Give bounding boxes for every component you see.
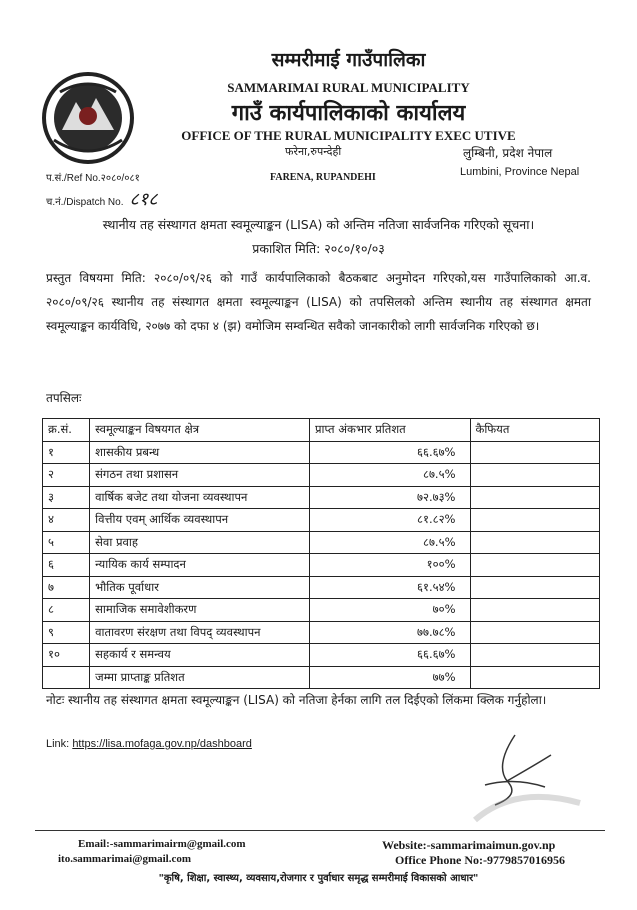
row-sn: ५ — [43, 531, 90, 554]
table-row — [43, 621, 600, 644]
row-sn: ७ — [43, 576, 90, 599]
col-header-sn: क्र.सं. — [43, 419, 90, 442]
row-percent: ६६.६७% — [309, 644, 470, 667]
footer-divider — [35, 830, 605, 831]
row-remarks — [470, 599, 600, 622]
dispatch-number — [46, 187, 158, 211]
row-area: वातावरण संरक्षण तथा विपद् व्यवस्थापन — [90, 621, 310, 644]
note-text: नोटः स्थानीय तह संस्थागत क्षमता स्वमूल्याङ्कन (LISA) को नतिजा हेर्नका लागि तल दिईएको लिंकमा क्लिक गर्नुहोला। — [46, 693, 547, 707]
address-nepali: फरेना,रुपन्देही — [285, 145, 342, 158]
col-header-percent: प्राप्त अंकभार प्रतिशत — [309, 419, 470, 442]
row-sn: १० — [43, 644, 90, 667]
row-area: भौतिक पूर्वाधार — [90, 576, 310, 599]
row-percent: ८७.५% — [309, 464, 470, 487]
col-header-remarks: कैफियत — [470, 419, 600, 442]
total-remarks — [470, 666, 600, 689]
row-sn: ८ — [43, 599, 90, 622]
footer-slogan: "कृषि, शिक्षा, स्वास्थ्य, व्यवसाय,रोजगार र पुर्वाधार समृद्ध सम्मरीमाई विकासको आधार" — [158, 873, 479, 884]
row-remarks — [470, 576, 600, 599]
office-name-english: OFFICE OF THE RURAL MUNICIPALITY EXEC UTIVE — [181, 128, 516, 143]
row-sn: २ — [43, 464, 90, 487]
row-area: न्यायिक कार्य सम्पादन — [90, 554, 310, 577]
province-english: Lumbini, Province Nepal — [460, 166, 580, 178]
table-row — [43, 644, 600, 667]
row-percent: ८१.८२% — [309, 509, 470, 532]
org-name-english: SAMMARIMAI RURAL MUNICIPALITY — [227, 80, 470, 95]
row-area: वित्तीय एवम् आर्थिक व्यवस्थापन — [90, 509, 310, 532]
row-remarks — [470, 621, 600, 644]
office-name-nepali: गाउँ कार्यपालिकाको कार्यालय — [231, 101, 466, 126]
row-percent: ७०% — [309, 599, 470, 622]
row-remarks — [470, 486, 600, 509]
row-area: संगठन तथा प्रशासन — [90, 464, 310, 487]
total-label: जम्मा प्राप्ताङ्क प्रतिशत — [90, 666, 310, 689]
row-area: सहकार्य र समन्वय — [90, 644, 310, 667]
table-row — [43, 509, 600, 532]
row-percent: ७७.७८% — [309, 621, 470, 644]
reference-number: प.सं./Ref No.२०८०/०८१ — [46, 173, 140, 184]
row-percent: १००% — [309, 554, 470, 577]
table-total-row — [43, 666, 600, 689]
total-sn — [43, 666, 90, 689]
notice-title: स्थानीय तह संस्थागत क्षमता स्वमूल्याङ्कन (LISA) को अन्तिम नतिजा सार्वजनिक गरिएको सूचना। — [102, 217, 535, 232]
row-remarks — [470, 464, 600, 487]
dashboard-link[interactable]: https://lisa.mofaga.gov.np/dashboard — [72, 738, 252, 750]
published-date: प्रकाशित मिति: २०८०/१०/०३ — [252, 241, 385, 256]
footer-website: Website:-sammarimaimun.gov.np — [382, 838, 556, 852]
row-sn: ६ — [43, 554, 90, 577]
address-english: FARENA, RUPANDEHI — [270, 172, 376, 183]
footer-phone: Office Phone No:-9779857016956 — [395, 853, 565, 867]
table-row — [43, 576, 600, 599]
signature-stamp — [455, 725, 585, 825]
row-sn: १ — [43, 441, 90, 464]
dispatch-label: च.नं./Dispatch No. — [46, 197, 124, 208]
row-remarks — [470, 531, 600, 554]
details-label: तपसिलः — [46, 391, 82, 405]
org-name-nepali: सम्मरीमाई गाउँपालिका — [271, 49, 426, 71]
link-label: Link: — [46, 738, 70, 750]
total-percent: ७७% — [309, 666, 470, 689]
row-sn: ३ — [43, 486, 90, 509]
row-percent: ८७.५% — [309, 531, 470, 554]
row-remarks — [470, 644, 600, 667]
row-remarks — [470, 554, 600, 577]
row-percent: ६१.५४% — [309, 576, 470, 599]
table-row — [43, 486, 600, 509]
province-nepali: लुम्बिनी, प्रदेश नेपाल — [463, 146, 553, 160]
row-percent: ७२.७३% — [309, 486, 470, 509]
row-remarks — [470, 509, 600, 532]
table-header-row — [43, 419, 600, 442]
link-line — [46, 738, 252, 750]
table-row — [43, 464, 600, 487]
row-sn: ४ — [43, 509, 90, 532]
table-row — [43, 441, 600, 464]
row-area: शासकीय प्रबन्ध — [90, 441, 310, 464]
col-header-area: स्वमूल्याङ्कन विषयगत क्षेत्र — [90, 419, 310, 442]
row-sn: ९ — [43, 621, 90, 644]
footer-email-secondary: ito.sammarimai@gmail.com — [58, 853, 192, 865]
table-row — [43, 554, 600, 577]
notice-paragraph: प्रस्तुत विषयमा मिति: २०८०/०९/२६ को गाउँ कार्यपालिकाको बैठकबाट अनुमोदन गरिएको,यस गाउँपालिकाको आ.व. २०८०/०९/२६ स्थानीय तह संस्थागत क्षमता स्वमूल्याङ्कन (LISA) को तपसिलको अन्तिम स्थानीय तह संस्थागत क्षमता स्वमूल्याङ्कन कार्यविधि, २०७७ को दफा ४ (झ) वमोजिम सम्वन्धित सवैको जानकारीको लागी सार्वजनिक गरिएको छ। — [46, 271, 591, 333]
row-percent: ६६.६७% — [309, 441, 470, 464]
dispatch-value: ८१८ — [129, 189, 158, 210]
table-row — [43, 599, 600, 622]
row-area: सामाजिक समावेशीकरण — [90, 599, 310, 622]
lisa-results-table — [42, 418, 600, 689]
row-area: सेवा प्रवाह — [90, 531, 310, 554]
footer-email-primary: Email:-sammarimairm@gmail.com — [78, 838, 246, 850]
row-area: वार्षिक बजेट तथा योजना व्यवस्थापन — [90, 486, 310, 509]
row-remarks — [470, 441, 600, 464]
table-row — [43, 531, 600, 554]
